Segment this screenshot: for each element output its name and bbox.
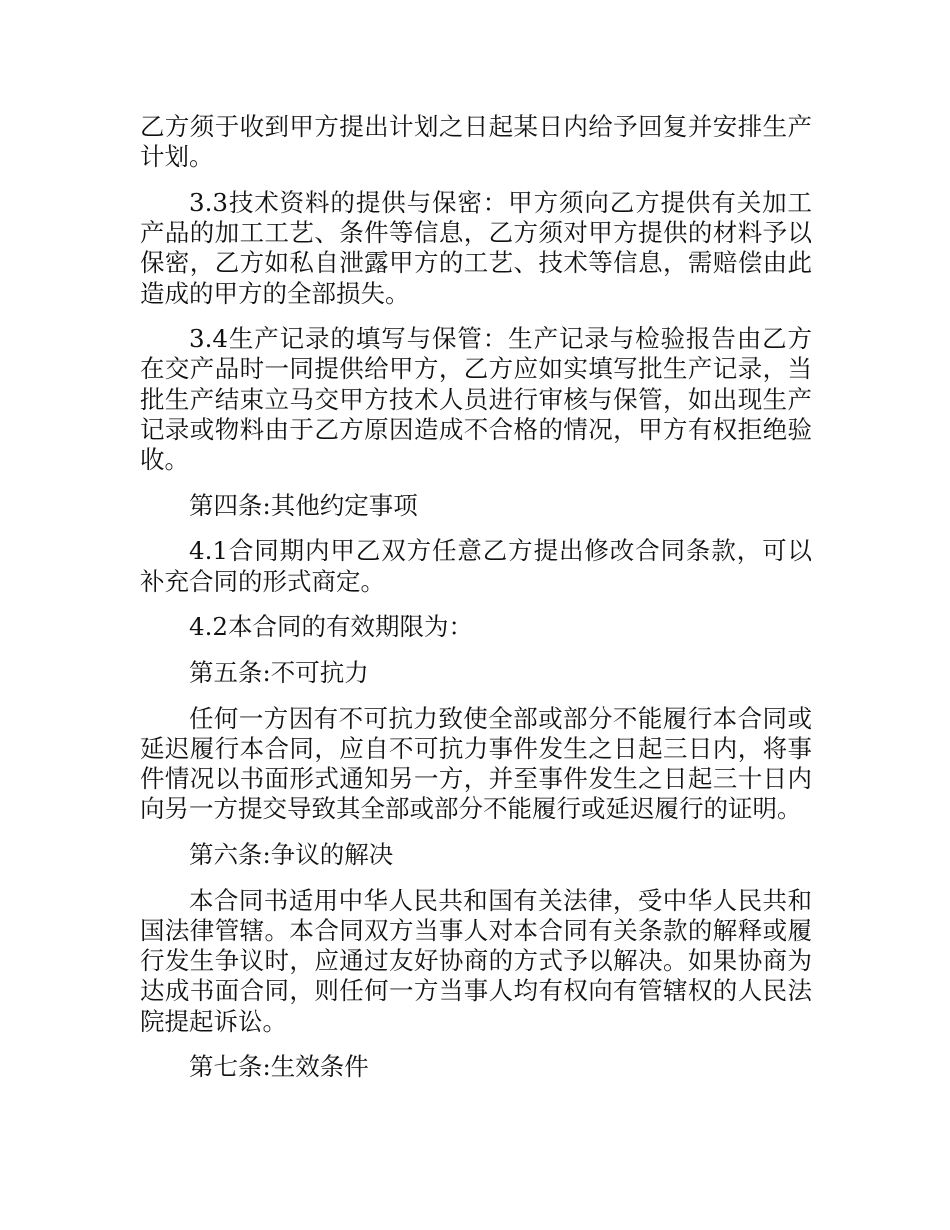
document-body [140,112,812,1098]
heading-article-6: 第六条:争议的解决 [189,840,394,870]
paragraph-3-4-production-records: 3.4生产记录的填写与保管：生产记录与检验报告由乙方在交产品时一同提供给甲方，乙方应如实填写批生产记录，当批生产结束立马交甲方技术人员进行审核与保管，如出现生产记录或物料由于乙方原因造成不合格的情况，甲方有权拒绝验收。 [140,324,812,475]
paragraph-force-majeure: 任何一方因有不可抗力致使全部或部分不能履行本合同或延迟履行本合同，应自不可抗力事件发生之日起三日内，将事件情况以书面形式通知另一方，并至事件发生之日起三十日内向另一方提交导致其全部或部分不能履行或延迟履行的证明。 [140,703,812,824]
paragraph-4-2-validity-period: 4.2本合同的有效期限为： [189,612,473,642]
paragraph-dispute-resolution: 本合同书适用中华人民共和国有关法律，受中华人民共和国法律管辖。本合同双方当事人对本合同有关条款的解释或履行发生争议时，应通过友好协商的方式予以解决。如果协商为达成书面合同，则任何一方当事人均有权向有管辖权的人民法院提起诉讼。 [140,885,812,1036]
heading-article-5: 第五条:不可抗力 [189,658,369,688]
paragraph-3-3-technical-data: 3.3技术资料的提供与保密：甲方须向乙方提供有关加工产品的加工工艺、条件等信息，乙方须对甲方提供的材料予以保密，乙方如私自泄露甲方的工艺、技术等信息，需赔偿由此造成的甲方的全部损失。 [140,187,812,308]
heading-article-4: 第四条:其他约定事项 [189,490,418,520]
paragraph-4-1-amendment: 4.1合同期内甲乙双方任意乙方提出修改合同条款，可以补充合同的形式商定。 [140,536,812,596]
paragraph-production-plan-reply: 乙方须于收到甲方提出计划之日起某日内给予回复并安排生产计划。 [140,112,812,172]
heading-article-7: 第七条:生效条件 [189,1052,369,1082]
